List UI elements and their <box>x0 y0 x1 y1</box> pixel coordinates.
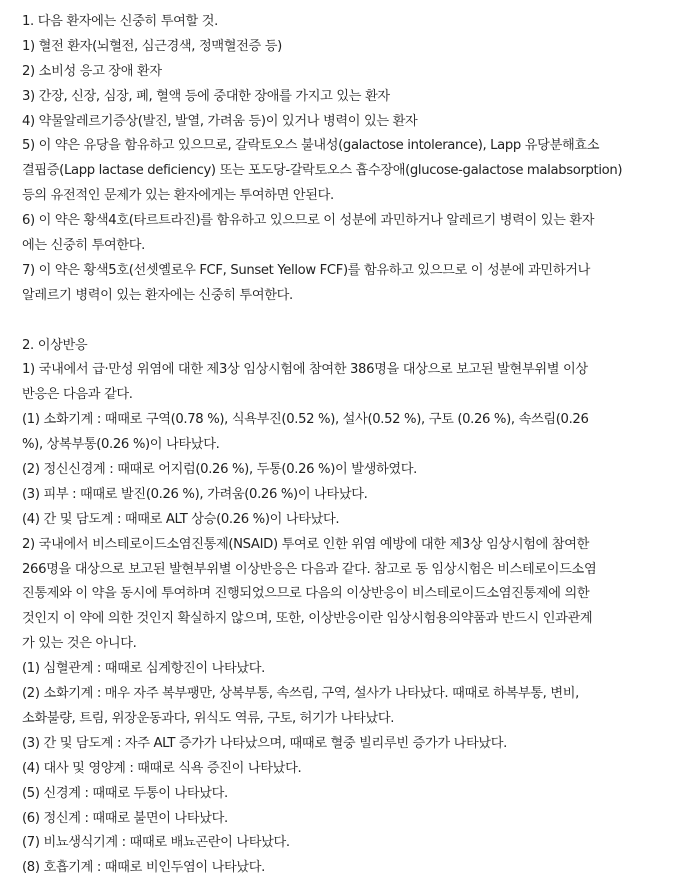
text-line: (3) 간 및 담도계 : 자주 ALT 증가가 나타났으며, 때때로 혈중 빌리루빈 증가가 나타났다. <box>22 735 507 751</box>
text-line: 반응은 다음과 같다. <box>22 387 133 403</box>
text-line: (1) 소화기계 : 때때로 구역(0.78 %), 식욕부진(0.52 %), 설사(0.52 %), 구토 (0.26 %), 속쓰림(0.26 <box>22 412 589 428</box>
text-line: (4) 대사 및 영양계 : 때때로 식욕 증진이 나타났다. <box>22 760 302 776</box>
text-line: 소화불량, 트림, 위장운동과다, 위식도 역류, 구토, 허기가 나타났다. <box>22 710 395 726</box>
adverse-reactions-section <box>22 334 660 881</box>
text-line: (5) 신경계 : 때때로 두통이 나타났다. <box>22 785 228 801</box>
text-line: 것인지 이 약에 의한 것인지 확실하지 않으며, 또한, 이상반응이란 임상시험용의약품과 반드시 인과관계 <box>22 611 593 627</box>
text-line: 1) 혈전 환자(뇌혈전, 심근경색, 정맥혈전증 등) <box>22 38 282 54</box>
text-line: 4) 약물알레르기증상(발진, 발열, 가려움 등)이 있거나 병력이 있는 환자 <box>22 113 418 129</box>
text-line: (2) 소화기계 : 매우 자주 복부팽만, 상복부통, 속쓰림, 구역, 설사가 나타났다. 때때로 하복부통, 변비, <box>22 686 579 702</box>
text-line: 알레르기 병력이 있는 환자에는 신중히 투여한다. <box>22 287 293 303</box>
text-line: 1) 국내에서 급·만성 위염에 대한 제3상 임상시험에 참여한 386명을 대상으로 보고된 발현부위별 이상 <box>22 362 588 378</box>
text-line: 진통제와 이 약을 동시에 투여하며 진행되었으므로 다음의 이상반응이 비스테로이드소염진통제에 의한 <box>22 586 590 602</box>
text-line: (6) 정신계 : 때때로 불면이 나타났다. <box>22 810 228 826</box>
text-line: 6) 이 약은 황색4호(타르트라진)를 함유하고 있으므로 이 성분에 과민하거나 알레르기 병력이 있는 환자 <box>22 213 595 229</box>
text-line: 2) 소비성 응고 장애 환자 <box>22 63 162 79</box>
text-line: 7) 이 약은 황색5호(선셋옐로우 FCF, Sunset Yellow FCF)를 함유하고 있으므로 이 성분에 과민하거나 <box>22 262 590 278</box>
text-line: 에는 신중히 투여한다. <box>22 238 146 254</box>
text-line: (3) 피부 : 때때로 발진(0.26 %), 가려움(0.26 %)이 나타났다. <box>22 486 368 502</box>
text-line: %), 상복부통(0.26 %)이 나타났다. <box>22 437 220 453</box>
text-line: 등의 유전적인 문제가 있는 환자에게는 투여하면 안된다. <box>22 188 334 204</box>
text-line: 266명을 대상으로 보고된 발현부위별 이상반응은 다음과 같다. 참고로 동 임상시험은 비스테로이드소염 <box>22 561 597 577</box>
text-line: (8) 호흡기계 : 때때로 비인두염이 나타났다. <box>22 860 265 876</box>
section-heading-adverse-reactions: 2. 이상반응 <box>22 337 88 353</box>
text-line: (1) 심혈관계 : 때때로 심계항진이 나타났다. <box>22 661 265 677</box>
text-line: (7) 비뇨생식기계 : 때때로 배뇨곤란이 나타났다. <box>22 835 290 851</box>
text-line: 3) 간장, 신장, 심장, 폐, 혈액 등에 중대한 장애를 가지고 있는 환자 <box>22 88 390 104</box>
text-line: 가 있는 것은 아니다. <box>22 636 137 652</box>
text-line: 5) 이 약은 유당을 함유하고 있으므로, 갈락토오스 불내성(galactose intolerance), Lapp 유당분해효소 <box>22 138 600 154</box>
text-line: (2) 정신신경계 : 때때로 어지럼(0.26 %), 두통(0.26 %)이 발생하였다. <box>22 462 418 478</box>
text-line: 2) 국내에서 비스테로이드소염진통제(NSAID) 투여로 인한 위염 예방에 대한 제3상 임상시험에 참여한 <box>22 536 590 552</box>
section-heading-precautions: 1. 다음 환자에는 신중히 투여할 것. <box>22 14 218 29</box>
text-line: (4) 간 및 담도계 : 때때로 ALT 상승(0.26 %)이 나타났다. <box>22 511 340 527</box>
text-line: 결핍증(Lapp lactase deficiency) 또는 포도당-갈락토오스 흡수장애(glucose-galactose malabsorption) <box>22 163 623 179</box>
precautions-section <box>22 10 660 309</box>
section-spacer <box>22 309 660 334</box>
